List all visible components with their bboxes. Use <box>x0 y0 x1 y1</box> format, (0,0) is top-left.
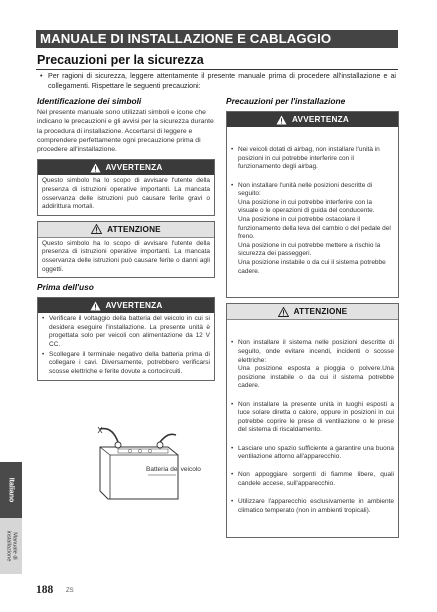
side-tab-section <box>0 518 22 574</box>
before-use-warning-box <box>37 297 215 381</box>
warning-text: Questo simbolo ha lo scopo di avvisare l'utente della presenza di istruzioni operative importanti. La mancata osservanza delle istruzioni può causare ferite gravi o addirittura mortali. <box>42 177 210 211</box>
installation-warning-box <box>226 111 399 298</box>
installation-caution-list <box>231 331 394 525</box>
list-item: • Non appoggiare sorgenti di fiamme libere, quali candele accese, sull'apparecchio. <box>231 471 394 488</box>
before-use-list-body <box>38 313 214 380</box>
before-use-list <box>42 315 210 376</box>
installation-heading: Precauzioni per l'installazione <box>226 96 346 106</box>
installation-caution-header <box>227 304 398 320</box>
warning-box <box>37 159 215 215</box>
caution-label: ATTENZIONE <box>107 224 161 234</box>
warning-triangle-icon <box>276 115 287 125</box>
right-column <box>226 96 399 538</box>
warning-header <box>38 160 214 175</box>
bullet-icon: • <box>40 72 43 80</box>
warning-triangle-icon <box>90 301 101 311</box>
installation-caution-label: ATTENZIONE <box>293 307 348 317</box>
intro-paragraph <box>40 72 396 91</box>
list-item: • Utilizzare l'apparecchio esclusivamente in ambiente climatico temperato (non in ambienti tropicali). <box>231 498 394 515</box>
page-header: MANUALE DI INSTALLAZIONE E CABLAGGIO <box>36 30 398 48</box>
installation-warning-body <box>227 127 398 297</box>
list-item: • Non installare la presente unità in luoghi esposti a luce solare diretta o calore, oppure in posizioni in cui potrebbe coprire le prese di ventilazione o le prese del sistema di riscaldamento. <box>231 401 394 435</box>
title-divider <box>36 69 398 70</box>
caution-header <box>38 222 214 238</box>
installation-warning-label: AVVERTENZA <box>292 115 349 124</box>
list-item: • Non installare l'unità nelle posizioni descritte di seguito: Una posizione in cui potrebbe interferire con la visuale o le operazioni di guida del conducente. Una posizione in cui potrebbe ostacolare il funzionamento della leva del cambio o del pedale del freno. Una posizione in cui potrebbe mettere a rischio la sicurezza dei passeggeri. Una posizione instabile o da cui il sistema potrebbe cadere. <box>231 182 394 277</box>
page-number: 188 <box>36 584 54 596</box>
warning-label: AVVERTENZA <box>105 163 163 173</box>
installation-caution-body <box>227 320 398 536</box>
side-tab-language-label: Italiano <box>7 477 15 503</box>
installation-caution-box <box>226 303 399 537</box>
page-code: ZS <box>66 588 74 594</box>
list-item: • Lasciare uno spazio sufficiente a garantire una buona ventilazione attorno all'apparecchio. <box>231 445 394 462</box>
list-item: • Scollegare il terminale negativo della batteria prima di collegare i cavi. Diversamente, potrebbero verificarsi scosse elettriche e ferite dovute a cortocircuiti. <box>42 351 210 377</box>
warning-triangle-icon <box>90 163 101 173</box>
caution-box <box>37 221 215 278</box>
list-item: • Verificare il voltaggio della batteria del veicolo in cui si desidera eseguire l'installazione. La presente unità è progettata solo per veicoli con alimentazione da 12 V CC. <box>42 315 210 349</box>
symbols-text: Nel presente manuale sono utilizzati simboli e icone che indicano le precauzioni e gli avvisi per la sicurezza durante la procedura di installazione. Accertarsi di leggere e comprendere perfettamente ogni precauzione prima di procedere all'installazione. <box>37 109 214 154</box>
caution-triangle-icon <box>91 224 102 234</box>
side-tab-language <box>0 462 22 518</box>
caution-triangle-icon <box>278 307 289 317</box>
side-tab-section-label: Manuale di installazione <box>5 530 18 562</box>
battery-illustration <box>78 425 208 505</box>
battery-label: Batteria del veicolo <box>146 466 201 473</box>
before-use-warning-label: AVVERTENZA <box>105 301 163 311</box>
before-use-warning-header <box>38 298 214 313</box>
symbols-heading: Identificazione dei simboli <box>37 96 142 106</box>
list-item: • Non installare il sistema nelle posizioni descritte di seguito, onde evitare incendi, incidenti o scosse elettriche: Una posizione esposta a pioggia o polvere.Una posizione instabile o da cui il sistema potrebbe cadere. <box>231 339 394 391</box>
before-use-heading: Prima dell'uso <box>37 282 94 293</box>
list-item: • Nei veicoli dotati di airbag, non installare l'unità in posizioni in cui potrebbe interferire con il funzionamento degli airbag. <box>231 146 394 172</box>
left-column <box>37 96 215 381</box>
installation-warning-list <box>231 138 394 286</box>
section-title: Precauzioni per la sicurezza <box>37 53 204 67</box>
caution-text: Questo simbolo ha lo scopo di avvisare l'utente della presenza di istruzioni operative importanti. La mancata osservanza delle istruzioni può causare ferite o danni agli oggetti. <box>42 239 210 273</box>
installation-warning-header <box>227 112 398 127</box>
intro-text: Per ragioni di sicurezza, leggere attentamente il presente manuale prima di procedere all'installazione e ai collegamenti. Rispettare le seguenti precauzioni: <box>48 72 396 90</box>
